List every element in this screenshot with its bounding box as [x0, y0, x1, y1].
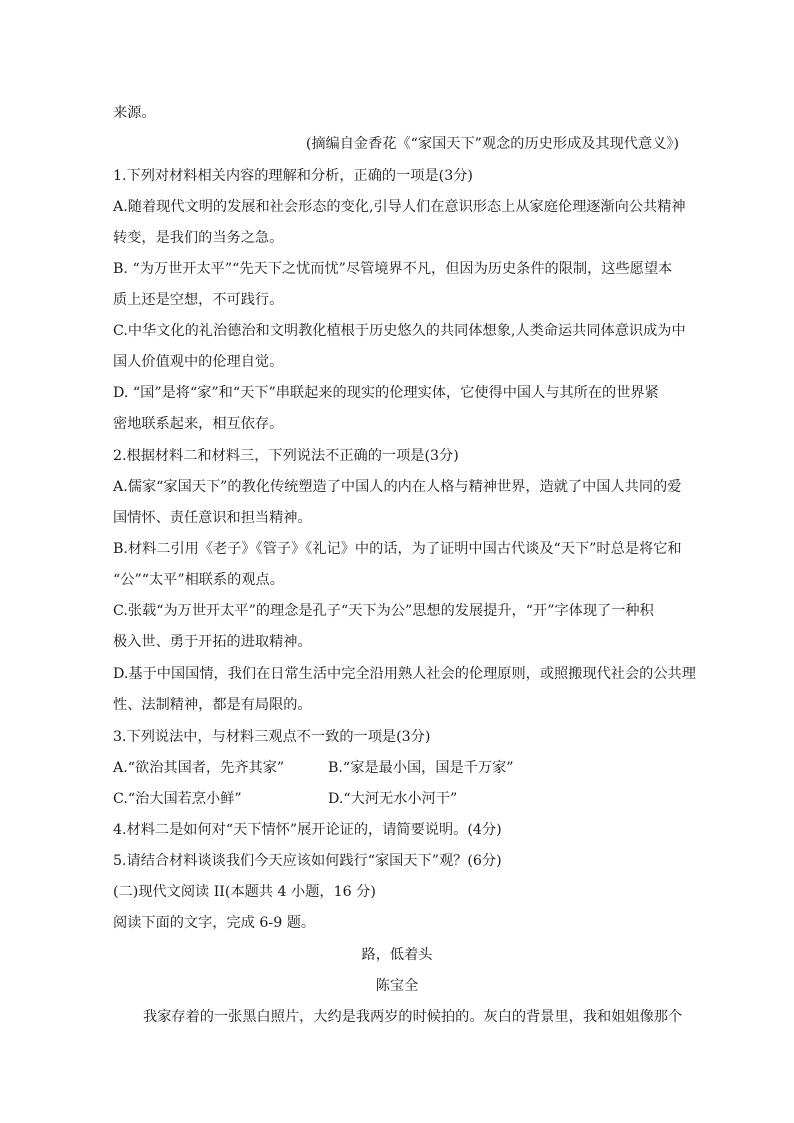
question-5: 5.请结合材料谈谈我们今天应该如何践行“家国天下”观？(6分) [113, 853, 502, 869]
section-heading: (二)现代文阅读 II(本题共 4 小题，16 分) [113, 884, 376, 900]
article-author: 陈宝全 [375, 978, 419, 994]
text-line: 来源。 [113, 105, 156, 121]
option-2c: C.张载“为万世开太平”的理念是孔子“天下为公”思想的发展提升，“开”字体现了一种积 [113, 603, 654, 619]
instruction-text: 阅读下面的文字，完成 6-9 题。 [113, 915, 316, 931]
option-1b-cont: 质上还是空想，不可践行。 [113, 292, 284, 308]
option-2a-cont: 国情怀、责任意识和担当精神。 [113, 510, 312, 526]
option-1c-cont: 国人价值观中的伦理自觉。 [113, 354, 284, 370]
option-3c: C.“治大国若烹小鲜” [113, 791, 242, 807]
option-2b: B.材料二引用《老子》《管子》《礼记》中的话，为了证明中国古代谈及“天下”时总是将它和 [113, 541, 682, 557]
option-3a: A.“欲治其国者，先齐其家” [113, 760, 285, 776]
option-2c-cont: 极入世、勇于开拓的进取精神。 [113, 634, 312, 650]
option-2d-cont: 性、法制精神，都是有局限的。 [113, 697, 312, 713]
option-2a: A.儒家“家国天下”的教化传统塑造了中国人的内在人格与精神世界，造就了中国人共同的爱 [113, 479, 682, 495]
option-1b: B. “为万世开太平”“先天下之忧而忧”尽管境界不凡，但因为历史条件的限制，这些愿望本 [113, 261, 673, 277]
question-2: 2.根据材料二和材料三，下列说法不正确的一项是(3分) [113, 448, 459, 464]
question-4: 4.材料二是如何对“天下情怀”展开论证的，请简要说明。(4分) [113, 822, 502, 838]
option-1c: C.中华文化的礼治德治和文明教化植根于历史悠久的共同体想象,人类命运共同体意识成为中 [113, 323, 686, 339]
option-1d: D. “国”是将“家”和“天下”串联起来的现实的伦理实体，它使得中国人与其所在的世界紧 [113, 385, 659, 401]
option-1d-cont: 密地联系起来，相互依存。 [113, 416, 284, 432]
article-paragraph: 我家存着的一张黑白照片，大约是我两岁的时候拍的。灰白的背景里，我和姐姐像那个 [143, 1009, 683, 1025]
article-title: 路，低着头 [361, 947, 433, 963]
question-1: 1.下列对材料相关内容的理解和分析，正确的一项是(3分) [113, 168, 473, 184]
option-1a-cont: 转变，是我们的当务之急。 [113, 230, 284, 246]
option-2d: D.基于中国国情，我们在日常生活中完全沿用熟人社会的伦理原则，或照搬现代社会的公共理 [113, 666, 696, 682]
question-3: 3.下列说法中，与材料三观点不一致的一项是(3分) [113, 729, 431, 745]
option-3b: B.“家是最小国，国是千万家” [328, 760, 514, 776]
option-3d: D.“大河无水小河干” [328, 791, 458, 807]
option-2b-cont: “公”“太平”相联系的观点。 [113, 572, 284, 588]
source-citation: (摘编自金香花《“家国天下”观念的历史形成及其现代意义》) [305, 136, 679, 152]
option-1a: A.随着现代文明的发展和社会形态的变化,引导人们在意识形态上从家庭伦理逐渐向公共精神 [113, 199, 686, 215]
